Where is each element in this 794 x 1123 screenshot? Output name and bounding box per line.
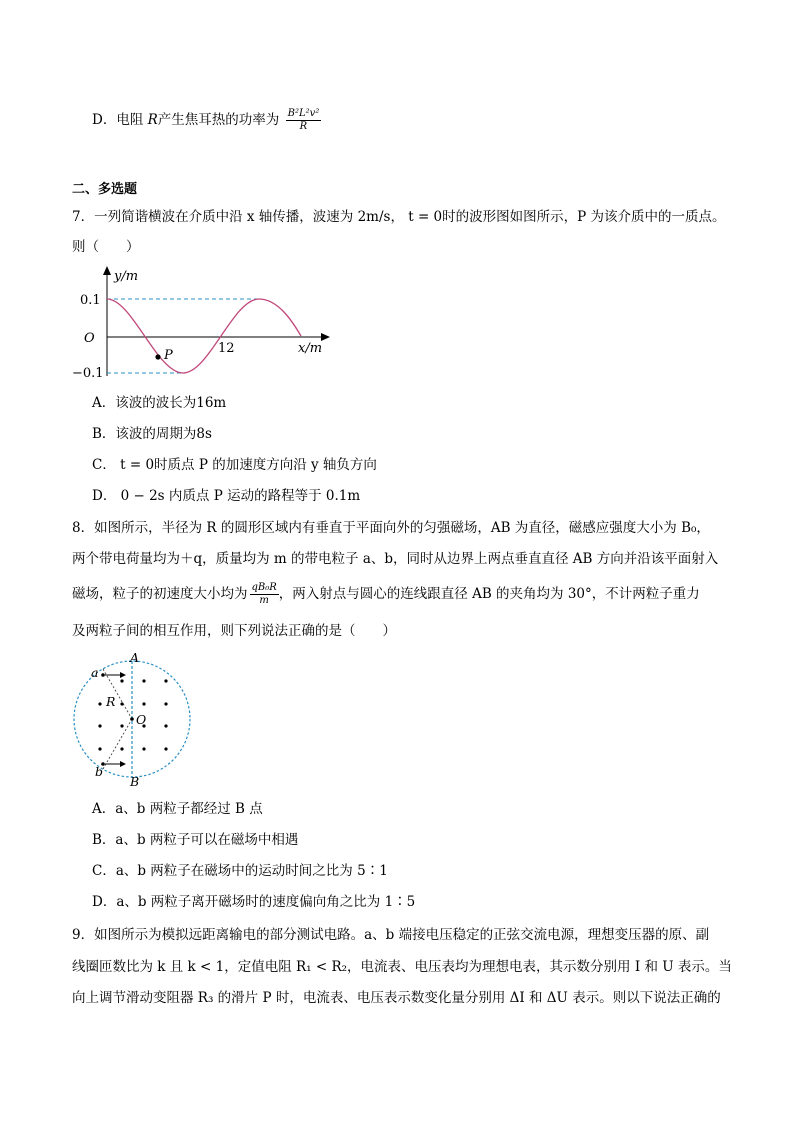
label-particle-a: a xyxy=(91,665,99,680)
label-radius: R xyxy=(106,694,116,709)
q8-frac-num: qB₀R xyxy=(251,582,277,593)
field-dots xyxy=(98,679,167,750)
q6-optd-label: D．电阻 xyxy=(92,112,144,128)
q9-stem-line2: 线圈匝数比为 k 且 k < 1，定值电阻 R₁ < R₂，电流表、电压表均为理想电表，其示数分别用 I 和 U 表示。当 xyxy=(72,959,732,975)
q6-frac-den: R xyxy=(299,121,308,132)
label-center: O xyxy=(136,712,147,727)
q7-stem-line2: 则（ ） xyxy=(72,239,140,255)
q8-stem-line1: 8．如图所示，半径为 R 的圆形区域内有垂直于平面向外的匀强磁场，AB 为直径，磁感应强度大小为 B₀， xyxy=(72,520,710,536)
q6-optd-r: R xyxy=(147,112,158,128)
q8-option-a: A．a、b 两粒子都经过 B 点 xyxy=(92,801,263,817)
q8-frac-den: m xyxy=(259,595,269,606)
x-tick-12: 12 xyxy=(218,341,235,356)
y-tick-top: 0.1 xyxy=(80,293,101,308)
center-dot xyxy=(130,717,134,721)
particle-a-arrow-icon xyxy=(120,672,126,678)
q8-stem3-part2: ，两入射点与圆心的连线跟直径 AB 的夹角均为 30°，不计两粒子重力 xyxy=(278,586,700,602)
label-particle-b: b xyxy=(95,764,104,779)
q7-option-d: D． 0 − 2s 内质点 P 运动的路程等于 0.1m xyxy=(92,488,361,504)
q7-option-b: B．该波的周期为8s xyxy=(92,426,212,442)
y-axis-label: y/m xyxy=(114,269,139,284)
q8-option-d: D．a、b 两粒子离开磁场时的速度偏向角之比为 1∶5 xyxy=(92,894,416,910)
radius-to-b xyxy=(103,719,132,769)
q9-stem-line1: 9．如图所示为模拟远距离输电的部分测试电路。a、b 端接电压稳定的正弦交流电源，理想变压器的原、副 xyxy=(72,927,710,943)
q8-option-c: C．a、b 两粒子在磁场中的运动时间之比为 5∶1 xyxy=(92,863,388,879)
q8-option-b: B．a、b 两粒子可以在磁场中相遇 xyxy=(92,832,299,848)
section-title: 二、多选题 xyxy=(72,182,138,197)
y-tick-bottom: −0.1 xyxy=(72,366,104,381)
q7-option-a: A．该波的波长为16m xyxy=(92,395,227,411)
label-a-point: A xyxy=(130,650,140,665)
point-p-dot xyxy=(155,354,160,359)
y-axis-arrow-icon xyxy=(103,266,111,275)
q8-stem-line4: 及两粒子间的相互作用，则下列说法正确的是（ ） xyxy=(72,623,396,639)
q6-frac-num: B²L²v² xyxy=(287,108,320,119)
q8-fraction xyxy=(250,582,279,607)
q8-stem-line3 xyxy=(72,582,700,607)
origin-label: O xyxy=(84,331,95,346)
label-b-point: B xyxy=(130,774,140,789)
q8-stem-line2: 两个带电荷量均为＋q，质量均为 m 的带电粒子 a、b，同时从边界上两点垂直直径 AB 方向并沿该平面射入 xyxy=(72,551,719,567)
q8-stem3-part1: 磁场，粒子的初速度大小均为 xyxy=(72,586,248,602)
q7-option-c: C． t = 0时质点 P 的加速度方向沿 y 轴负方向 xyxy=(92,457,377,473)
q7-wave-graph xyxy=(72,264,336,382)
x-axis-label: x/m xyxy=(298,341,323,356)
q6-option-d xyxy=(92,108,321,133)
point-p-label: P xyxy=(164,348,173,363)
particle-b-arrow-icon xyxy=(120,761,126,767)
wave-curve xyxy=(107,299,301,373)
particle-a-dot xyxy=(101,673,105,677)
q6-fraction xyxy=(286,108,322,133)
q9-stem-line3: 向上调节滑动变阻器 R₃ 的滑片 P 时，电流表、电压表示数变化量分别用 ΔI 和 ΔU 表示。则以下说法正确的 xyxy=(72,990,721,1006)
q6-optd-tail: 产生焦耳热的功率为 xyxy=(157,112,280,128)
x-axis-arrow-icon xyxy=(321,333,330,341)
q8-magnetic-field-figure xyxy=(70,648,200,790)
q7-stem-line1: 7．一列简谐横波在介质中沿 x 轴传播，波速为 2m/s， t = 0时的波形图如图所示，P 为该介质中的一质点。 xyxy=(72,209,726,225)
